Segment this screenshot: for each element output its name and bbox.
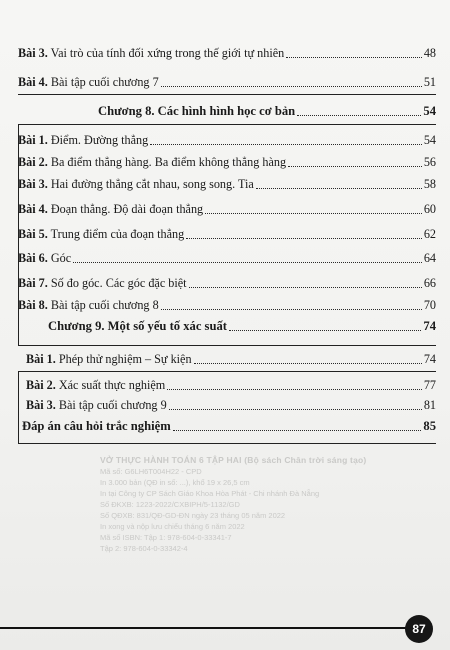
lesson-label: Bài 7. xyxy=(18,276,48,290)
lesson-title: Điểm. Đường thẳng xyxy=(47,133,149,147)
dot-leader xyxy=(73,251,422,263)
page-ref: 66 xyxy=(423,276,436,290)
toc-entry[interactable] xyxy=(18,46,436,60)
dot-leader xyxy=(186,227,422,239)
dot-leader xyxy=(194,352,422,364)
dot-leader xyxy=(189,276,422,288)
bleed-through-text xyxy=(100,455,440,554)
page-ref: 58 xyxy=(423,177,436,191)
toc-entry[interactable] xyxy=(18,378,436,392)
divider xyxy=(18,94,436,95)
lesson-title: Bài tập cuối chương 7 xyxy=(47,75,159,89)
lesson-title: Đoạn thẳng. Độ dài đoạn thẳng xyxy=(47,202,204,216)
lesson-label: Bài 5. xyxy=(18,227,48,241)
ghost-line: Mã số: G6LH6T004H22 - CPD xyxy=(100,467,202,476)
toc-entry[interactable] xyxy=(18,177,436,191)
dot-leader xyxy=(205,202,422,214)
lesson-label: Bài 3. xyxy=(18,177,48,191)
chapter-entry[interactable] xyxy=(18,319,436,333)
dot-leader xyxy=(297,104,421,116)
ghost-heading: VỞ THỰC HÀNH TOÁN 6 TẬP HAI (Bộ sách Chân trời sáng tạo) xyxy=(100,455,367,465)
footer-rule xyxy=(0,627,408,629)
page-ref: 62 xyxy=(423,227,436,241)
divider xyxy=(18,124,436,125)
page-ref: 56 xyxy=(423,155,436,169)
lesson-title: Số đo góc. Các góc đặc biệt xyxy=(47,276,187,290)
lesson-label: Bài 8. xyxy=(18,298,48,312)
dot-leader xyxy=(173,419,422,431)
divider xyxy=(18,371,436,372)
lesson-label: Bài 1. xyxy=(18,133,48,147)
answers-title: Đáp án câu hỏi trắc nghiệm xyxy=(22,419,171,433)
toc-entry[interactable] xyxy=(18,75,436,89)
lesson-label: Bài 4. xyxy=(18,75,48,89)
page-ref: 51 xyxy=(423,75,436,89)
dot-leader xyxy=(286,46,422,58)
lesson-label: Bài 3. xyxy=(18,46,48,60)
dot-leader xyxy=(169,398,422,410)
toc-entry[interactable] xyxy=(18,398,436,412)
page-ref: 74 xyxy=(423,352,436,366)
dot-leader xyxy=(167,378,422,390)
toc-entry[interactable] xyxy=(18,133,436,147)
lesson-title: Ba điểm thẳng hàng. Ba điểm không thẳng hàng xyxy=(47,155,287,169)
page-ref: 60 xyxy=(423,202,436,216)
toc-entry[interactable] xyxy=(18,227,436,241)
toc-entry[interactable] xyxy=(18,352,436,366)
page-ref: 54 xyxy=(423,104,436,118)
page-ref: 74 xyxy=(423,319,436,333)
ghost-line: Số ĐKXB: 1223-2022/CXBIPH/5-1132/GD xyxy=(100,500,240,509)
ghost-line: In xong và nộp lưu chiểu tháng 6 năm 2022 xyxy=(100,522,245,531)
lesson-label: Bài 2. xyxy=(26,378,56,392)
ghost-line: In 3.000 bản (QĐ in số: ...), khổ 19 x 26,5 cm xyxy=(100,478,250,487)
toc-entry[interactable] xyxy=(18,276,436,290)
page-ref: 81 xyxy=(423,398,436,412)
lesson-label: Bài 1. xyxy=(26,352,56,366)
lesson-title: Bài tập cuối chương 9 xyxy=(55,398,167,412)
ghost-line: Số QĐXB: 831/QĐ-GD-ĐN ngày 23 tháng 05 năm 2022 xyxy=(100,511,286,520)
lesson-label: Bài 6. xyxy=(18,251,48,265)
page-ref: 48 xyxy=(423,46,436,60)
lesson-title: Phép thử nghiệm – Sự kiện xyxy=(55,352,192,366)
toc-entry[interactable] xyxy=(18,298,436,312)
lesson-title: Xác suất thực nghiệm xyxy=(55,378,166,392)
chapter-entry[interactable] xyxy=(18,104,436,118)
toc-entry[interactable] xyxy=(18,251,436,265)
lesson-label: Bài 2. xyxy=(18,155,48,169)
toc-entry[interactable] xyxy=(18,155,436,169)
lesson-label: Bài 3. xyxy=(26,398,56,412)
toc-entry[interactable] xyxy=(18,202,436,216)
lesson-label: Bài 4. xyxy=(18,202,48,216)
page-ref: 64 xyxy=(423,251,436,265)
chapter-entry[interactable] xyxy=(18,419,436,433)
page-ref: 70 xyxy=(423,298,436,312)
dot-leader xyxy=(288,155,422,167)
divider xyxy=(18,345,436,346)
chapter-title: Chương 9. Một số yếu tố xác suất xyxy=(48,319,227,333)
ghost-line: Mã số ISBN: Tập 1: 978-604-0-33341-7 xyxy=(100,533,232,542)
page-ref: 54 xyxy=(423,133,436,147)
lesson-title: Hai đường thẳng cắt nhau, song song. Tia xyxy=(47,177,254,191)
ghost-line: Tập 2: 978-604-0-33342-4 xyxy=(100,544,188,553)
dot-leader xyxy=(161,298,422,310)
dot-leader xyxy=(256,177,422,189)
lesson-title: Trung điểm của đoạn thẳng xyxy=(47,227,185,241)
ghost-line: In tại Công ty CP Sách Giáo Khoa Hòa Phát - Chi nhánh Đà Nẵng xyxy=(100,489,320,498)
page-ref: 85 xyxy=(423,419,436,433)
lesson-title: Góc xyxy=(47,251,72,265)
page-ref: 77 xyxy=(423,378,436,392)
dot-leader xyxy=(161,75,422,87)
divider xyxy=(18,443,436,444)
chapter-title: Chương 8. Các hình hình học cơ bản xyxy=(98,104,296,118)
page-number-badge: 87 xyxy=(405,615,433,643)
dot-leader xyxy=(150,133,422,145)
lesson-title: Vai trò của tính đối xứng trong thế giới tự nhiên xyxy=(47,46,285,60)
dot-leader xyxy=(229,319,421,331)
lesson-title: Bài tập cuối chương 8 xyxy=(47,298,159,312)
